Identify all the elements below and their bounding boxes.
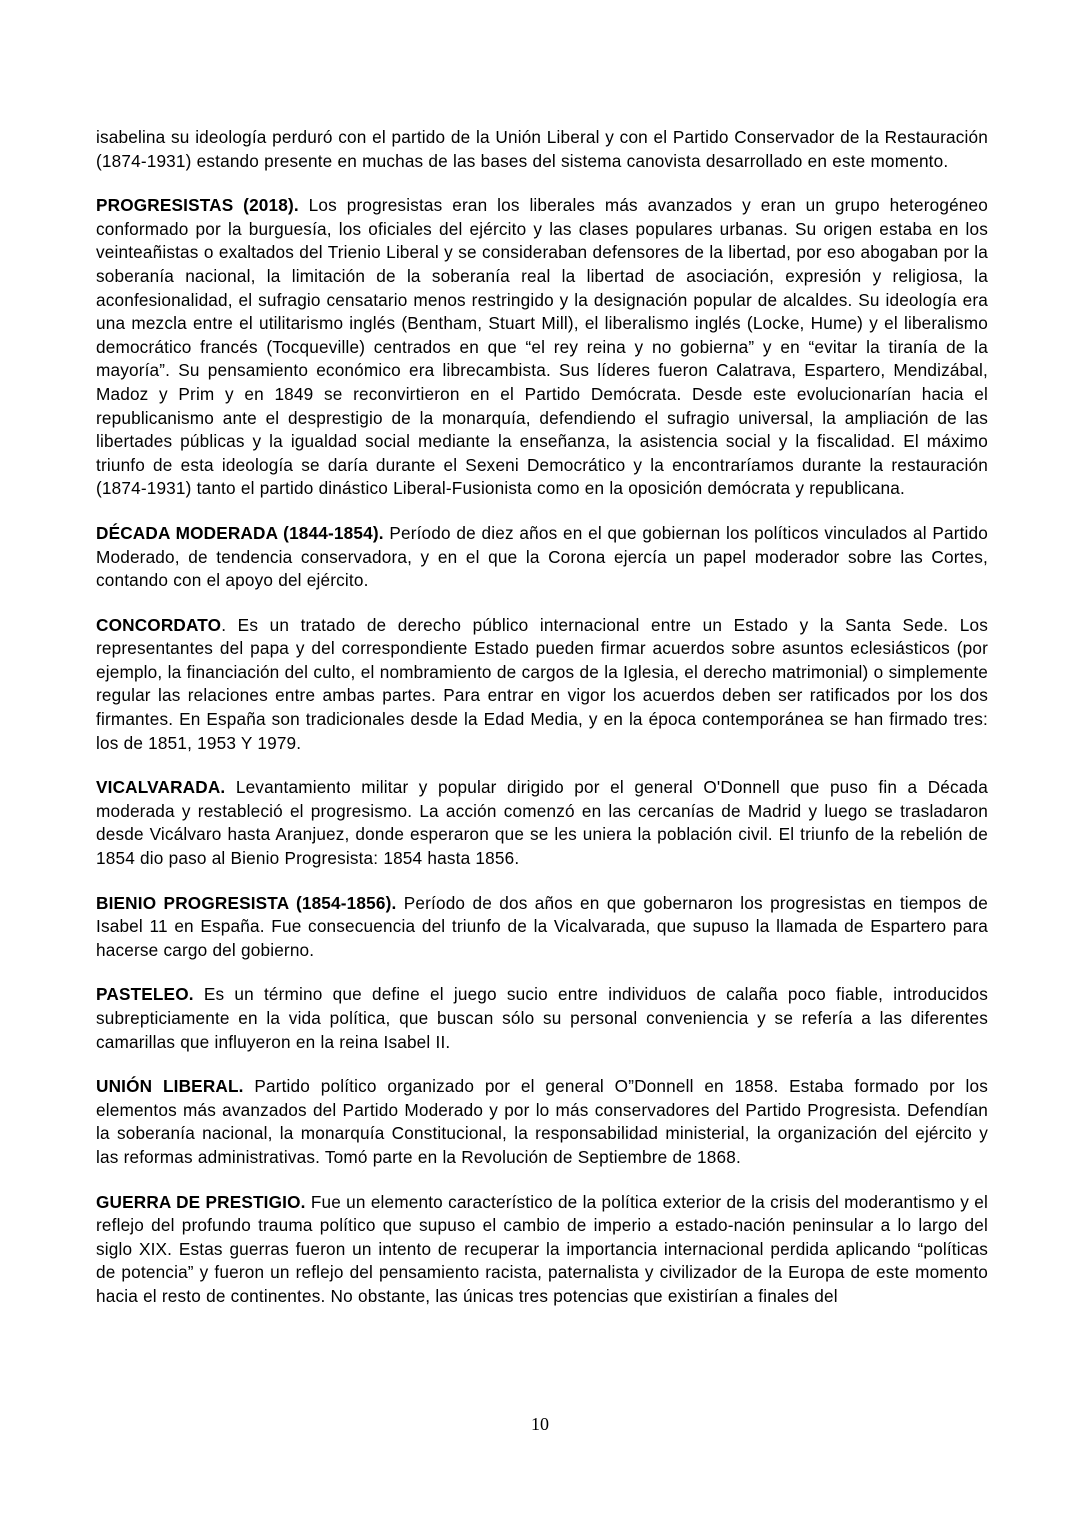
paragraph-text: isabelina su ideología perduró con el partido de la Unión Liberal y con el Partido Conservador de la Restauración (1874-1931) estando presente en muchas de las bases del sistema canovista desarrollado en este momento. [96, 127, 988, 171]
term-label: PROGRESISTAS (2018). [96, 195, 299, 216]
paragraph-concordato [96, 614, 988, 756]
paragraph-pasteleo [96, 983, 988, 1054]
paragraph-progresistas [96, 194, 988, 501]
term-label: GUERRA DE PRESTIGIO. [96, 1191, 306, 1212]
paragraph-text: Período de diez años en el que gobiernan los políticos vinculados al Partido Moderado, de tendencia conservadora, y en el que la Corona ejercía un papel moderador sobre las Cortes, contando con el apoyo del ejército. [96, 522, 989, 591]
paragraph-vicalvarada [96, 776, 988, 870]
paragraph-bienio-progresista [96, 892, 988, 963]
term-label: PASTELEO. [96, 984, 194, 1005]
term-label: BIENIO PROGRESISTA (1854-1856). [96, 892, 397, 913]
paragraph-text: Partido político organizado por el general O”Donnell en 1858. Estaba formado por los elementos más avanzados del Partido Moderado y por lo más conservadores del Partido Progresista. Defendían la soberanía nacional, la monarquía Constitucional, la responsabilidad ministerial, la organización del ejército y las reformas administrativas. Tomó parte en la Revolución de Septiembre de 1868. [96, 1076, 988, 1167]
term-label: DÉCADA MODERADA (1844-1854). [96, 522, 384, 543]
paragraph-decada-moderada [96, 522, 988, 593]
paragraph-text: Los progresistas eran los liberales más avanzados y eran un grupo heterogéneo conformado por la burguesía, los oficiales del ejército y las clases populares urbanas. Su origen estaba en los veinteañistas o exaltados del Trienio Liberal y se consideraban defensores de la libertad, por eso abogaban por la soberanía nacional, la limitación de la soberanía real la libertad de asociación, expresión y religiosa, la aconfesionalidad, el sufragio censatario menos restringido y la designación popular de alcaldes. Su ideología era una mezcla entre el utilitarismo inglés (Bentham, Stuart Mill), el liberalismo inglés (Locke, Hume) y el liberalismo democrático francés (Tocqueville) centrados en que “el rey reina y no gobierna” y en “evitar la tiranía de la mayoría”. Su pensamiento económico era librecambista. Sus líderes fueron Calatrava, Espartero, Mendizábal, Madoz y Prim y en 1849 se reconvirtieron en el Partido Demócrata. Desde este evolucionarían hacia el republicanismo ante el desprestigio de la monarquía, defendiendo el sufragio universal, la ampliación de las libertades públicas y la igualdad social mediante la enseñanza, la asistencia social y la fiscalidad. El máximo triunfo de esta ideología se daría durante el Sexeni Democrático y la encontraríamos durante la restauración (1874-1931) tanto el partido dinástico Liberal-Fusionista como en la oposición demócrata y republicana. [96, 195, 988, 499]
paragraph-isabelina [96, 126, 988, 173]
document-body [96, 126, 988, 1309]
page-number: 10 [531, 1414, 549, 1434]
paragraph-text: Período de dos años en que gobernaron los progresistas en tiempos de Isabel 11 en España. Fue consecuencia del triunfo de la Vicalvarada, que supuso la llamada de Espartero para hacerse cargo del gobierno. [96, 892, 989, 960]
paragraph-text: Es un término que define el juego sucio entre individuos de calaña poco fiable, introducidos subrepticiamente en la vida política, que buscan sólo su personal conveniencia y se refería a las diferentes camarillas que influyeron en la reina Isabel II. [96, 984, 988, 1052]
term-label: CONCORDATO [96, 614, 222, 635]
term-label: VICALVARADA. [96, 777, 226, 798]
paragraph-text: Fue un elemento característico de la política exterior de la crisis del moderantismo y el reflejo del profundo trauma político que supuso el cambio de imperio a estado-nación peninsular a lo largo del siglo XIX. Estas guerras fueron un intento de recuperar la importancia internacional perdida aplicando “políticas de potencia” y fueron un reflejo del pensamiento racista, paternalista y civilizador de la Europa de este momento hacia el resto de continentes. No obstante, las únicas tres potencias que existirían a finales del [96, 1191, 988, 1306]
paragraph-guerra-de-prestigio [96, 1191, 988, 1309]
paragraph-text: . Es un tratado de derecho público internacional entre un Estado y la Santa Sede. Los representantes del papa y del correspondiente Estado pueden firmar acuerdos sobre asuntos eclesiásticos (por ejemplo, la financiación del culto, el nombramiento de cargos de la Iglesia, el derecho matrimonial) o simplemente regular las relaciones entre ambas partes. Para entrar en vigor los acuerdos deben ser ratificados por los dos firmantes. En España son tradicionales desde la Edad Media, y en la época contemporánea se han firmado tres: los de 1851, 1953 Y 1979. [96, 614, 988, 753]
paragraph-text: Levantamiento militar y popular dirigido por el general O'Donnell que puso fin a Década moderada y restableció el progresismo. La acción comenzó en las cercanías de Madrid y luego se trasladaron desde Vicálvaro hasta Aranjuez, donde esperaron que se les uniera la población civil. El triunfo de la rebelión de 1854 dio paso al Bienio Progresista: 1854 hasta 1856. [96, 777, 988, 869]
term-label: UNIÓN LIBERAL. [96, 1076, 244, 1097]
paragraph-union-liberal [96, 1075, 988, 1169]
